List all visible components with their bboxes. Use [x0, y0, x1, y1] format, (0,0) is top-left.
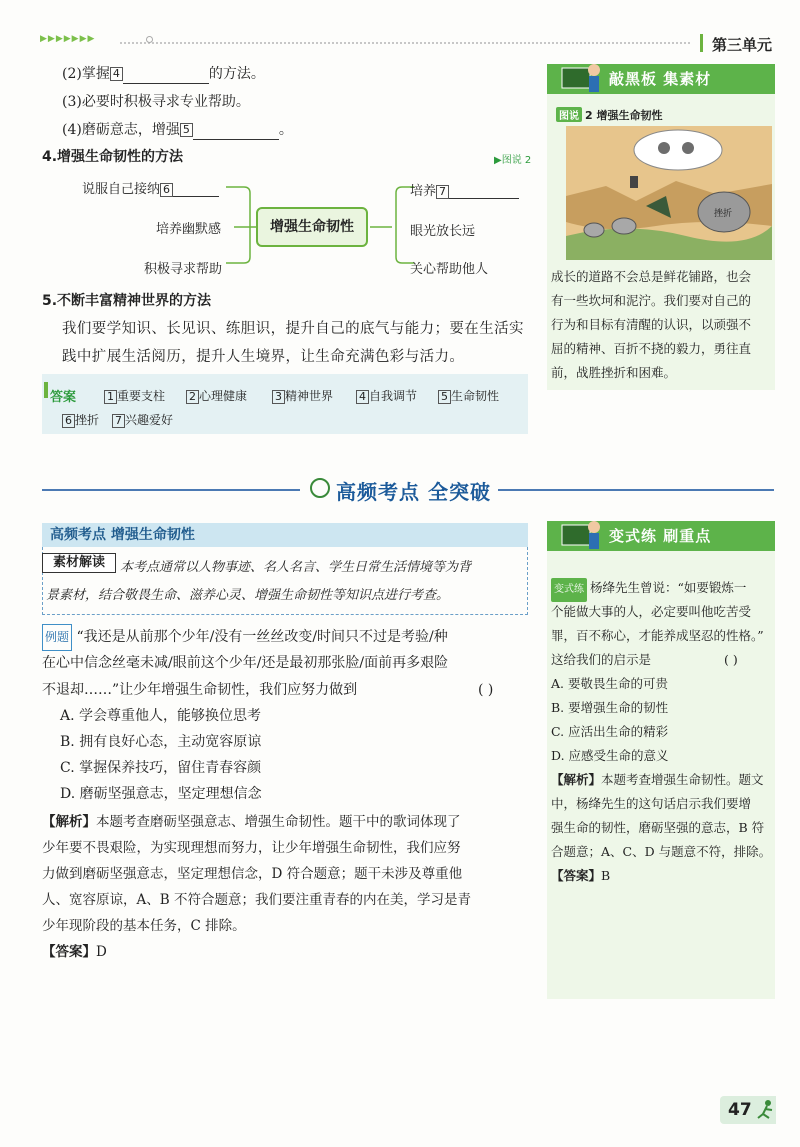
answer-item-6 [62, 411, 99, 428]
analysis-text-1: 本题考查磨砺坚强意志、增强生命韧性。题干中的歌词体现了 [96, 814, 461, 830]
blank-line [193, 124, 279, 140]
question-paren: ( ) [478, 682, 494, 698]
answer-text: 精神世界 [285, 389, 334, 403]
practice-analysis-line-1 [551, 768, 771, 792]
runner-icon [754, 1098, 776, 1122]
banner-title: 高频考点 全突破 [336, 480, 491, 504]
mindmap-right-1-text: 培养 [410, 184, 437, 199]
answer-num: 6 [62, 414, 75, 428]
option-b[interactable]: B. 拥有良好心态，主动宽容原谅 [60, 734, 262, 750]
practice-analysis-label: 【解析】 [551, 772, 602, 787]
practice-option-a[interactable]: A. 要敬畏生命的可贵 [551, 676, 668, 691]
practice-line-4: 这给我们的启示是 [551, 652, 652, 667]
answer-item-2 [186, 387, 247, 404]
analysis-line-1 [42, 810, 532, 834]
answer-text: 生命韧性 [451, 389, 500, 403]
practice-answer-value: B [601, 868, 611, 883]
practice-text-1: 杨绛先生曾说：“如要锻炼一 [590, 580, 747, 595]
side-text-3: 行为和目标有清醒的认识，以顽强不 [551, 317, 752, 332]
blank-number-7: 7 [436, 185, 449, 199]
item-4-suffix: 。 [278, 122, 293, 138]
option-d[interactable]: D. 磨砺坚强意志，坚定理想信念 [60, 786, 262, 802]
question-text-1: “我还是从前那个少年/没有一丝丝改变/时间只不过是考验/种 [76, 629, 448, 645]
item-3: (3)必要时积极寻求专业帮助。 [62, 94, 250, 110]
practice-option-d[interactable]: D. 应感受生命的意义 [551, 748, 669, 763]
answer-text: 心理健康 [199, 389, 248, 403]
answer-num: 2 [186, 390, 199, 404]
answer-line [42, 940, 532, 964]
answer-num: 3 [272, 390, 285, 404]
answer-num: 4 [356, 390, 369, 404]
answer-value: D [96, 944, 107, 960]
answer-item-5 [438, 387, 499, 404]
item-2-text: (2)掌握 [62, 66, 110, 82]
side-text-1: 成长的道路不会总是鲜花铺路，也会 [551, 269, 752, 284]
answer-num: 1 [104, 390, 117, 404]
sec5-title: 5.不断丰富精神世界的方法 [42, 293, 212, 309]
answer-num: 5 [438, 390, 451, 404]
sec4-title: 4.增强生命韧性的方法 [42, 149, 184, 165]
sec5-line-2: 践中扩展生活阅历，提升人生境界，让生命充满色彩与活力。 [62, 349, 465, 365]
analysis-line-4: 人、宽容原谅，A、B 不符合题意；我们要注重青春的内在美，学习是青 [42, 892, 471, 908]
question-line-2: 在心中信念丝毫未减/眼前这个少年/还是最初那张脸/面前再多艰险 [42, 655, 449, 671]
analysis-line-5: 少年现阶段的基本任务，C 排除。 [42, 918, 246, 934]
side-text-2: 有一些坎坷和泥泞。我们要对自己的 [551, 293, 752, 308]
resilience-illustration [566, 126, 772, 260]
blank-number-6: 6 [160, 183, 173, 197]
teacher-icon [560, 515, 604, 553]
answer-label: 【答案】 [42, 944, 96, 960]
analysis-line-3: 力做到磨砺坚强意志，坚定理想信念，D 符合题意；题干未涉及尊重他 [42, 866, 463, 882]
banner-line-right [498, 489, 774, 491]
figure-title: 2 增强生命韧性 [585, 109, 663, 122]
blank-line [123, 68, 209, 84]
mindmap-right-1 [410, 180, 519, 199]
teacher-icon [560, 58, 604, 96]
practice-line-3: 罪，百不称心，才能养成坚忍的性格。” [551, 628, 764, 643]
example-tag: 例题 [42, 624, 72, 651]
side-card-title: 敲黑板 集素材 [547, 64, 775, 94]
side-text-4: 屈的精神、百折不挠的毅力，勇往直 [551, 341, 752, 356]
mindmap-left-2: 培养幽默感 [156, 222, 222, 237]
blank-line [449, 183, 519, 199]
mindmap-left-1-text: 说服自己接纳 [82, 182, 161, 197]
practice-option-b[interactable]: B. 要增强生命的韧性 [551, 700, 669, 715]
mindmap-left-3: 积极寻求帮助 [144, 262, 223, 277]
mindmap-center: 增强生命韧性 [256, 207, 368, 247]
figure-caption [556, 107, 662, 123]
sucai-line-1: 本考点通常以人物事迹、名人名言、学生日常生活情境等为背 [120, 560, 472, 575]
question-line-3: 不退却……”让少年增强生命韧性，我们应努力做到 [42, 682, 358, 698]
practice-answer-label: 【答案】 [551, 868, 602, 883]
blank-number-5: 5 [180, 123, 193, 137]
figure-tag: 图说 [556, 107, 582, 122]
practice-line-1 [551, 576, 771, 602]
practice-analysis-line-4: 合题意；A、C、D 与题意不符，排除。 [551, 844, 772, 859]
sucai-label: 素材解读 [42, 553, 116, 573]
header-circle [146, 36, 153, 43]
answer-key-icon [44, 382, 48, 398]
answer-text: 重要支柱 [117, 389, 166, 403]
answer-item-3 [272, 387, 333, 404]
practice-paren: ( ) [724, 652, 738, 667]
practice-analysis-line-2: 中，杨绛先生的这句话启示我们要增 [551, 796, 752, 811]
mindmap-right-2: 眼光放长远 [410, 224, 476, 239]
answer-text: 兴趣爱好 [125, 413, 174, 427]
blank-number-4: 4 [110, 67, 123, 81]
answer-item-4 [356, 387, 417, 404]
mindmap-right-3: 关心帮助他人 [410, 262, 489, 277]
mindmap-left-1 [82, 178, 219, 197]
practice-option-c[interactable]: C. 应活出生命的精彩 [551, 724, 669, 739]
header-divider [120, 42, 690, 44]
page-number: 47 [720, 1096, 776, 1124]
blank-line [173, 181, 219, 197]
item-2-suffix: 的方法。 [208, 66, 265, 82]
analysis-label: 【解析】 [42, 814, 96, 830]
practice-card-title: 变式练 刷重点 [547, 521, 775, 551]
answer-num: 7 [112, 414, 125, 428]
option-c[interactable]: C. 掌握保养技巧，留住青春容颜 [60, 760, 262, 776]
rock-label: 挫折 [714, 209, 733, 219]
answer-text: 挫折 [75, 413, 100, 427]
practice-analysis-line-3: 强生命的韧性，磨砺坚强的意志，B 符 [551, 820, 765, 835]
sucai-line-2: 景素材，结合敬畏生命、滋养心灵、增强生命韧性等知识点进行考查。 [46, 588, 450, 603]
practice-line-2: 个能做大事的人，必定要叫他吃苦受 [551, 604, 752, 619]
target-icon [310, 478, 330, 498]
practice-analysis-text-1: 本题考查增强生命韧性。题文 [601, 772, 764, 787]
practice-answer-line [551, 864, 771, 888]
analysis-line-2: 少年要不畏艰险，为实现理想而努力，让少年增强生命韧性，我们应努 [42, 840, 461, 856]
question-line-1 [42, 624, 532, 651]
answer-item-7 [112, 411, 173, 428]
header-arrows: ▶▶▶▶▶▶▶ [40, 34, 96, 44]
left-bracket [226, 187, 250, 263]
item-4 [62, 120, 293, 140]
unit-title: 第三单元 [712, 36, 773, 54]
banner-line-left [42, 489, 300, 491]
hf-heading: 高频考点 增强生命韧性 [42, 523, 528, 547]
practice-tag: 变式练 [551, 578, 587, 602]
fig-ref[interactable]: ▶图说 2 [494, 155, 532, 166]
sec5-line-1: 我们要学知识、长见识、练胆识，提升自己的底气与能力；要在生活实 [62, 321, 524, 337]
answer-label: 答案 [50, 390, 77, 405]
item-4-text: (4)磨砺意志，增强 [62, 122, 180, 138]
answer-text: 自我调节 [369, 389, 418, 403]
side-text-5: 前，战胜挫折和困难。 [551, 365, 677, 380]
answer-item-1 [104, 387, 165, 404]
unit-bar [700, 34, 703, 52]
item-2 [62, 64, 265, 84]
option-a[interactable]: A. 学会尊重他人，能够换位思考 [60, 708, 262, 724]
